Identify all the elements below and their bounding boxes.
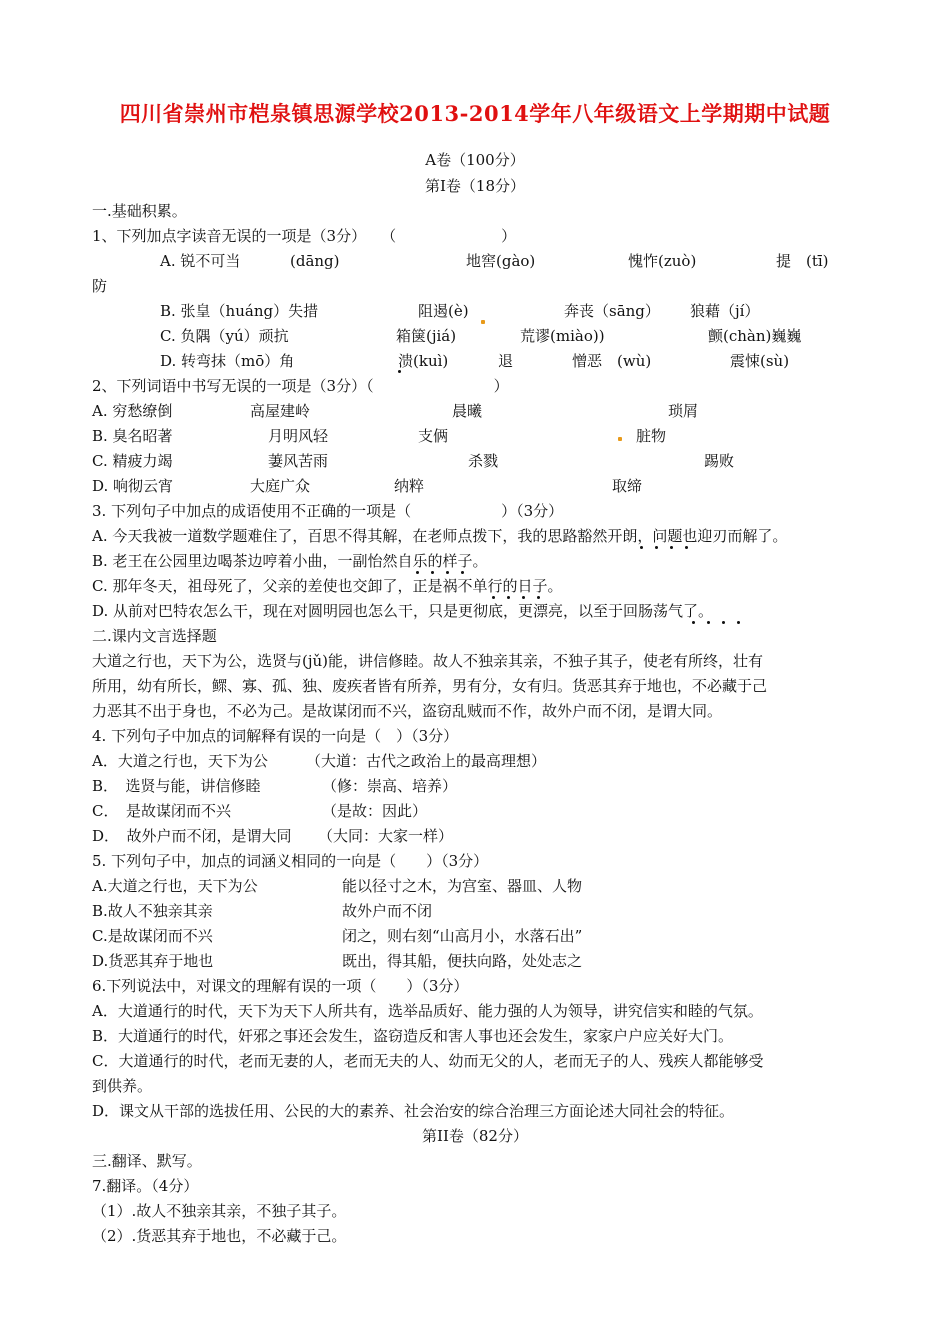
q5-option-d-compare: 既出，得其船，便扶向路，处处志之 <box>342 952 583 970</box>
q5-option-a: A.大道之行也，天下为公 <box>92 877 258 895</box>
q1-option-b-word4: 狼藉（jí） <box>690 302 760 320</box>
q6-stem: 6.下列说法中，对课文的理解有误的一项（ ）（3分） <box>92 977 469 995</box>
q4-option-d-note: （大同：大家一样） <box>318 827 454 845</box>
q2-option-b-word2: 月明风轻 <box>268 427 329 445</box>
q3-option-c: C. 那年冬天，祖母死了，父亲的差使也交卸了，正是祸不单行的日子。 <box>92 577 563 595</box>
q7-item-1: （1）.故人不独亲其亲，不独子其子。 <box>92 1202 347 1220</box>
passage-line-1: 大道之行也，天下为公，选贤与(jǔ)能，讲信修睦。故人不独亲其亲，不独子其子，使老有所终，壮有 <box>92 652 764 670</box>
q4-option-c-note: （是故：因此） <box>322 802 428 820</box>
passage-line-3: 力恶其不出于身也，不必为己。是故谋闭而不兴，盗窃乱贼而不作，故外户而不闭，是谓大同。 <box>92 702 723 720</box>
q2-stem: 2、下列词语中书写无误的一项是（3分）（ ） <box>92 377 509 395</box>
q5-option-a-compare: 能以径寸之木，为宫室、器皿、人物 <box>342 877 583 895</box>
q1-option-b: B. 张皇（huáng）失措 <box>160 302 319 320</box>
q6-option-c: C．大道通行的时代，老而无妻的人，老而无夫的人、幼而无父的人，老而无子的人、残疾人都能够受 <box>92 1052 764 1070</box>
q2-option-d-word2: 大庭广众 <box>250 477 311 495</box>
section-1-heading: 一.基础积累。 <box>92 202 187 220</box>
volume-1-heading: 第Ⅰ卷（18分） <box>424 177 525 195</box>
q1-option-a: A. 锐不可当 <box>160 252 241 270</box>
exam-title: 四川省崇州市桤泉镇思源学校2013-2014学年八年级语文上学期期中试题 <box>119 101 831 126</box>
q1-option-a-word3: 愧怍(zuò) <box>628 252 697 270</box>
q7-item-2: （2）.货恶其弃于地也，不必藏于己。 <box>92 1227 347 1245</box>
q2-option-b-word4: 脏物 <box>636 427 667 445</box>
q3-option-a: A. 今天我被一道数学题难住了，百思不得其解，在老师点拨下，我的思路豁然开朗，问题也迎刃而解了。 <box>92 527 788 545</box>
q6-option-d: D．课文从干部的选拔任用、公民的大的素养、社会治安的综合治理三方面论述大同社会的特征。 <box>92 1102 735 1120</box>
q6-option-c-wrap: 到供养。 <box>92 1077 153 1095</box>
q2-option-d-word3: 纳粹 <box>394 477 425 495</box>
q6-option-a: A．大道通行的时代，天下为天下人所共有，选举品质好、能力强的人为领导，讲究信实和睦的气氛。 <box>92 1002 763 1020</box>
q2-option-a-word3: 晨曦 <box>452 402 483 420</box>
q4-option-a: A．大道之行也，天下为公 <box>92 752 268 770</box>
q4-option-a-note: （大道：古代之政治上的最高理想） <box>306 752 547 770</box>
q7-stem: 7.翻译。（4分） <box>92 1177 199 1195</box>
q2-option-c-word3: 杀戮 <box>468 452 499 470</box>
q1-option-b-word3: 奔丧（sāng） <box>564 302 660 320</box>
section-2-heading: 二.课内文言选择题 <box>92 627 217 645</box>
q5-option-d: D.货恶其弃于地也 <box>92 952 214 970</box>
q4-option-c: C． 是故谋闭而不兴 <box>92 802 231 820</box>
q2-option-a-word2: 高屋建岭 <box>250 402 311 420</box>
passage-line-2: 所用，幼有所长，鳏、寡、孤、独、废疾者皆有所养，男有分，女有归。货恶其弃于地也，不必藏于己 <box>92 677 768 695</box>
q1-option-d-word3: 憎恶 (wù) <box>572 352 652 370</box>
volume-2-heading: 第II卷（82分） <box>422 1127 528 1145</box>
volume-a-heading: A卷（100分） <box>425 151 525 169</box>
q4-option-d: D． 故外户而不闭，是谓大同 <box>92 827 292 845</box>
section-3-heading: 三.翻译、默写。 <box>92 1152 202 1170</box>
q1-option-d-word4: 震悚(sù) <box>730 352 790 370</box>
q5-option-b-compare: 故外户而不闭 <box>342 902 433 920</box>
q4-option-b-note: （修：崇高、培养） <box>322 777 458 795</box>
q4-option-b: B． 选贤与能，讲信修睦 <box>92 777 261 795</box>
q3-option-b: B. 老王在公园里边喝茶边哼着小曲，一副怡然自乐的样子。 <box>92 552 488 570</box>
q5-option-c: C.是故谋闭而不兴 <box>92 927 213 945</box>
q1-stem: 1、下列加点字读音无误的一项是（3分） （ ） <box>92 227 517 245</box>
q2-option-c-word2: 萋风苦雨 <box>268 452 329 470</box>
q5-stem: 5. 下列句子中，加点的词涵义相同的一向是（ ）（3分） <box>92 852 489 870</box>
q1-option-a-wrap: 防 <box>92 277 108 295</box>
q4-stem: 4. 下列句子中加点的词解释有误的一向是（ ）（3分） <box>92 727 459 745</box>
q1-option-c-word2: 箱箧(jiá) <box>396 327 457 345</box>
q1-option-b-word2: 阻遏(è) <box>418 302 469 320</box>
q1-option-a-word2: 地窖(gào) <box>466 252 536 270</box>
q1-option-a-reading: (dāng) <box>290 252 340 270</box>
q1-option-d-word2-tail: 退 <box>498 352 514 370</box>
q2-option-d-word4: 取缔 <box>612 477 643 495</box>
q2-option-d: D. 响彻云宵 <box>92 477 174 495</box>
q3-stem: 3. 下列句子中加点的成语使用不正确的一项是（ ）（3分） <box>92 502 564 520</box>
q6-option-b: B．大道通行的时代，奸邪之事还会发生，盗窃造反和害人事也还会发生，家家户户应关好大门。 <box>92 1027 734 1045</box>
q1-option-d: D. 转弯抹（mō）角 <box>160 352 295 370</box>
q2-option-a: A. 穷愁缭倒 <box>92 402 173 420</box>
q1-option-a-word4: 提 (tī) <box>776 252 829 270</box>
q2-option-a-word4: 琐屑 <box>668 402 699 420</box>
q2-option-c: C. 精疲力竭 <box>92 452 173 470</box>
q2-option-b: B. 臭名昭著 <box>92 427 173 445</box>
q2-option-b-word3: 支俩 <box>418 427 449 445</box>
q2-option-c-word4: 踢败 <box>704 452 735 470</box>
q1-option-c: C. 负隅（yú）顽抗 <box>160 327 289 345</box>
q3-option-d: D. 从前对巴特农怎么干，现在对圆明园也怎么干，只是更彻底，更漂亮，以至于回肠荡气了。 <box>92 602 714 620</box>
q5-option-b: B.故人不独亲其亲 <box>92 902 213 920</box>
q1-option-c-word4: 颤(chàn)巍巍 <box>708 327 802 345</box>
q5-option-c-compare: 闭之，则右刻“山高月小，水落石出” <box>342 927 583 945</box>
q1-option-d-word2: 溃(kuì) <box>398 352 449 370</box>
q1-option-c-word3: 荒谬(miào)) <box>520 327 605 345</box>
